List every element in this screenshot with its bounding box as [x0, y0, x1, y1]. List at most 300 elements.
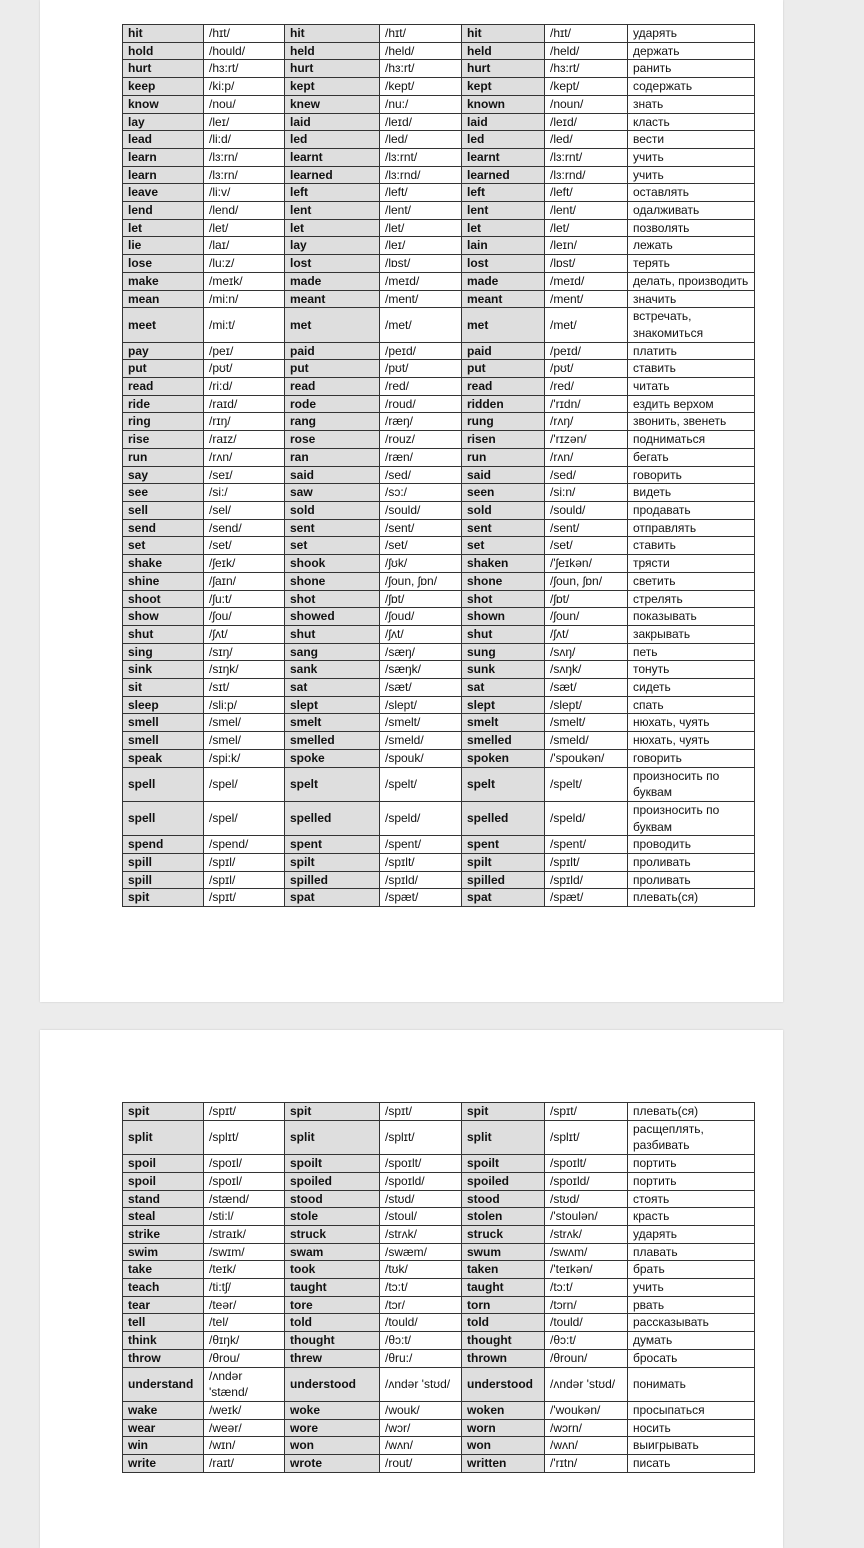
- past-transcription-cell: /spɪt/: [380, 1103, 462, 1121]
- past-participle-cell: taken: [462, 1261, 545, 1279]
- past-participle-cell: worn: [462, 1419, 545, 1437]
- past-transcription-cell: /spɪld/: [380, 871, 462, 889]
- past-simple-cell: shook: [285, 555, 380, 573]
- past-participle-cell: spelled: [462, 801, 545, 835]
- base-form-cell: let: [123, 219, 204, 237]
- past-transcription-cell: /splɪt/: [380, 1120, 462, 1154]
- verb-row: [123, 608, 755, 626]
- verb-row: [123, 661, 755, 679]
- base-form-cell: sit: [123, 679, 204, 697]
- translation-cell: одалживать: [628, 202, 755, 220]
- past-participle-cell: lent: [462, 202, 545, 220]
- base-form-cell: shine: [123, 572, 204, 590]
- participle-transcription-cell: /hɜ:rt/: [545, 60, 628, 78]
- past-transcription-cell: /rout/: [380, 1455, 462, 1473]
- verb-row: [123, 1332, 755, 1350]
- past-simple-cell: sank: [285, 661, 380, 679]
- verb-row: [123, 378, 755, 396]
- verb-row: [123, 78, 755, 96]
- verb-row: [123, 1208, 755, 1226]
- translation-cell: светить: [628, 572, 755, 590]
- past-simple-cell: sent: [285, 519, 380, 537]
- verb-row: [123, 696, 755, 714]
- base-transcription-cell: /lu:z/: [204, 255, 285, 273]
- past-simple-cell: lay: [285, 237, 380, 255]
- base-transcription-cell: /ti:tʃ/: [204, 1279, 285, 1297]
- base-transcription-cell: /swɪm/: [204, 1243, 285, 1261]
- verb-row: [123, 290, 755, 308]
- base-form-cell: shoot: [123, 590, 204, 608]
- participle-transcription-cell: /'woukən/: [545, 1401, 628, 1419]
- past-participle-cell: spelt: [462, 767, 545, 801]
- past-transcription-cell: /swæm/: [380, 1243, 462, 1261]
- base-form-cell: spoil: [123, 1155, 204, 1173]
- verb-row: [123, 1401, 755, 1419]
- translation-cell: расщеплять, разбивать: [628, 1120, 755, 1154]
- base-form-cell: know: [123, 95, 204, 113]
- base-form-cell: make: [123, 272, 204, 290]
- translation-cell: понимать: [628, 1367, 755, 1401]
- verb-row: [123, 836, 755, 854]
- past-transcription-cell: /ment/: [380, 290, 462, 308]
- translation-cell: брать: [628, 1261, 755, 1279]
- base-form-cell: sleep: [123, 696, 204, 714]
- past-participle-cell: shone: [462, 572, 545, 590]
- base-transcription-cell: /sɪŋ/: [204, 643, 285, 661]
- past-transcription-cell: /spouk/: [380, 749, 462, 767]
- participle-transcription-cell: /sʌŋ/: [545, 643, 628, 661]
- past-transcription-cell: /nu:/: [380, 95, 462, 113]
- translation-cell: произносить по буквам: [628, 801, 755, 835]
- base-form-cell: show: [123, 608, 204, 626]
- base-form-cell: understand: [123, 1367, 204, 1401]
- translation-cell: платить: [628, 342, 755, 360]
- past-participle-cell: spoiled: [462, 1172, 545, 1190]
- translation-cell: звонить, звенеть: [628, 413, 755, 431]
- past-participle-cell: split: [462, 1120, 545, 1154]
- past-participle-cell: shut: [462, 625, 545, 643]
- base-form-cell: smell: [123, 714, 204, 732]
- verb-row: [123, 643, 755, 661]
- document-page-1: [40, 0, 783, 1002]
- past-transcription-cell: /speld/: [380, 801, 462, 835]
- base-transcription-cell: /sɪŋk/: [204, 661, 285, 679]
- translation-cell: плевать(ся): [628, 1103, 755, 1121]
- translation-cell: петь: [628, 643, 755, 661]
- past-simple-cell: held: [285, 42, 380, 60]
- past-participle-cell: smelled: [462, 732, 545, 750]
- base-form-cell: wear: [123, 1419, 204, 1437]
- base-form-cell: leave: [123, 184, 204, 202]
- base-transcription-cell: /hɜ:rt/: [204, 60, 285, 78]
- past-transcription-cell: /stoul/: [380, 1208, 462, 1226]
- past-simple-cell: tore: [285, 1296, 380, 1314]
- translation-cell: учить: [628, 1279, 755, 1297]
- translation-cell: делать, производить: [628, 272, 755, 290]
- past-participle-cell: written: [462, 1455, 545, 1473]
- verb-row: [123, 484, 755, 502]
- past-transcription-cell: /tʊk/: [380, 1261, 462, 1279]
- base-form-cell: learn: [123, 148, 204, 166]
- participle-transcription-cell: /spɪld/: [545, 871, 628, 889]
- base-form-cell: write: [123, 1455, 204, 1473]
- verb-row: [123, 1455, 755, 1473]
- past-simple-cell: rode: [285, 395, 380, 413]
- past-simple-cell: shot: [285, 590, 380, 608]
- translation-cell: содержать: [628, 78, 755, 96]
- base-form-cell: read: [123, 378, 204, 396]
- past-transcription-cell: /ʃʊk/: [380, 555, 462, 573]
- past-simple-cell: spelled: [285, 801, 380, 835]
- base-transcription-cell: /teɪk/: [204, 1261, 285, 1279]
- verb-row: [123, 166, 755, 184]
- verb-row: [123, 360, 755, 378]
- translation-cell: ударять: [628, 25, 755, 43]
- base-transcription-cell: /spend/: [204, 836, 285, 854]
- participle-transcription-cell: /lɜ:rnt/: [545, 148, 628, 166]
- past-participle-cell: put: [462, 360, 545, 378]
- past-participle-cell: sunk: [462, 661, 545, 679]
- base-transcription-cell: /θrou/: [204, 1349, 285, 1367]
- base-form-cell: lay: [123, 113, 204, 131]
- base-form-cell: take: [123, 1261, 204, 1279]
- past-participle-cell: told: [462, 1314, 545, 1332]
- past-simple-cell: laid: [285, 113, 380, 131]
- participle-transcription-cell: /'stoulən/: [545, 1208, 628, 1226]
- translation-cell: портить: [628, 1172, 755, 1190]
- participle-transcription-cell: /wɔrn/: [545, 1419, 628, 1437]
- past-participle-cell: hit: [462, 25, 545, 43]
- past-transcription-cell: /smelt/: [380, 714, 462, 732]
- participle-transcription-cell: /led/: [545, 131, 628, 149]
- translation-cell: спать: [628, 696, 755, 714]
- verb-row: [123, 466, 755, 484]
- participle-transcription-cell: /θroun/: [545, 1349, 628, 1367]
- base-form-cell: swim: [123, 1243, 204, 1261]
- base-transcription-cell: /ʃu:t/: [204, 590, 285, 608]
- participle-transcription-cell: /rʌŋ/: [545, 413, 628, 431]
- past-simple-cell: sang: [285, 643, 380, 661]
- base-transcription-cell: /spɪt/: [204, 1103, 285, 1121]
- base-form-cell: speak: [123, 749, 204, 767]
- base-transcription-cell: /lɜ:rn/: [204, 166, 285, 184]
- participle-transcription-cell: /sæt/: [545, 679, 628, 697]
- base-transcription-cell: /raɪd/: [204, 395, 285, 413]
- participle-transcription-cell: /'teɪkən/: [545, 1261, 628, 1279]
- past-participle-cell: thrown: [462, 1349, 545, 1367]
- past-participle-cell: met: [462, 308, 545, 342]
- translation-cell: класть: [628, 113, 755, 131]
- participle-transcription-cell: /kept/: [545, 78, 628, 96]
- base-form-cell: keep: [123, 78, 204, 96]
- past-simple-cell: paid: [285, 342, 380, 360]
- translation-cell: ездить верхом: [628, 395, 755, 413]
- translation-cell: закрывать: [628, 625, 755, 643]
- past-transcription-cell: /spɪlt/: [380, 854, 462, 872]
- verb-row: [123, 272, 755, 290]
- base-transcription-cell: /splɪt/: [204, 1120, 285, 1154]
- verb-row: [123, 1155, 755, 1173]
- past-simple-cell: wore: [285, 1419, 380, 1437]
- past-participle-cell: taught: [462, 1279, 545, 1297]
- base-form-cell: spend: [123, 836, 204, 854]
- base-transcription-cell: /rʌn/: [204, 448, 285, 466]
- participle-transcription-cell: /spoɪlt/: [545, 1155, 628, 1173]
- verb-row: [123, 42, 755, 60]
- translation-cell: держать: [628, 42, 755, 60]
- past-transcription-cell: /kept/: [380, 78, 462, 96]
- base-form-cell: hit: [123, 25, 204, 43]
- past-transcription-cell: /wʌn/: [380, 1437, 462, 1455]
- past-simple-cell: struck: [285, 1225, 380, 1243]
- translation-cell: стрелять: [628, 590, 755, 608]
- past-participle-cell: slept: [462, 696, 545, 714]
- verb-row: [123, 889, 755, 907]
- past-participle-cell: spoilt: [462, 1155, 545, 1173]
- base-form-cell: sink: [123, 661, 204, 679]
- past-participle-cell: learned: [462, 166, 545, 184]
- past-transcription-cell: /wɔr/: [380, 1419, 462, 1437]
- base-transcription-cell: /sti:l/: [204, 1208, 285, 1226]
- past-simple-cell: spat: [285, 889, 380, 907]
- base-form-cell: sing: [123, 643, 204, 661]
- base-form-cell: hurt: [123, 60, 204, 78]
- participle-transcription-cell: /lɒst/: [545, 255, 628, 273]
- verb-row: [123, 501, 755, 519]
- participle-transcription-cell: /ʃʌt/: [545, 625, 628, 643]
- past-transcription-cell: /met/: [380, 308, 462, 342]
- translation-cell: плевать(ся): [628, 889, 755, 907]
- verb-row: [123, 854, 755, 872]
- translation-cell: думать: [628, 1332, 755, 1350]
- verb-row: [123, 95, 755, 113]
- base-transcription-cell: /ʃeɪk/: [204, 555, 285, 573]
- past-simple-cell: understood: [285, 1367, 380, 1401]
- participle-transcription-cell: /strʌk/: [545, 1225, 628, 1243]
- translation-cell: проводить: [628, 836, 755, 854]
- past-simple-cell: spilled: [285, 871, 380, 889]
- verb-row: [123, 25, 755, 43]
- base-form-cell: stand: [123, 1190, 204, 1208]
- base-form-cell: rise: [123, 431, 204, 449]
- verb-row: [123, 237, 755, 255]
- base-form-cell: lose: [123, 255, 204, 273]
- participle-transcription-cell: /speld/: [545, 801, 628, 835]
- verb-row: [123, 202, 755, 220]
- base-transcription-cell: /teər/: [204, 1296, 285, 1314]
- base-form-cell: ride: [123, 395, 204, 413]
- past-participle-cell: known: [462, 95, 545, 113]
- past-participle-cell: led: [462, 131, 545, 149]
- past-transcription-cell: /strʌk/: [380, 1225, 462, 1243]
- base-transcription-cell: /raɪz/: [204, 431, 285, 449]
- participle-transcription-cell: /tould/: [545, 1314, 628, 1332]
- past-simple-cell: shut: [285, 625, 380, 643]
- past-transcription-cell: /tould/: [380, 1314, 462, 1332]
- base-transcription-cell: /meɪk/: [204, 272, 285, 290]
- past-transcription-cell: /slept/: [380, 696, 462, 714]
- verb-row: [123, 1261, 755, 1279]
- past-transcription-cell: /sed/: [380, 466, 462, 484]
- past-simple-cell: spoiled: [285, 1172, 380, 1190]
- verbs-table-body: [123, 25, 755, 907]
- past-participle-cell: sold: [462, 501, 545, 519]
- verb-row: [123, 767, 755, 801]
- base-form-cell: lead: [123, 131, 204, 149]
- base-form-cell: lend: [123, 202, 204, 220]
- past-participle-cell: risen: [462, 431, 545, 449]
- verb-row: [123, 1437, 755, 1455]
- past-transcription-cell: /ʃɒt/: [380, 590, 462, 608]
- translation-cell: встречать, знакомиться: [628, 308, 755, 342]
- base-transcription-cell: /laɪ/: [204, 237, 285, 255]
- participle-transcription-cell: /smeld/: [545, 732, 628, 750]
- base-transcription-cell: /li:v/: [204, 184, 285, 202]
- past-participle-cell: shaken: [462, 555, 545, 573]
- translation-cell: трясти: [628, 555, 755, 573]
- translation-cell: проливать: [628, 871, 755, 889]
- past-simple-cell: spoke: [285, 749, 380, 767]
- verb-row: [123, 1279, 755, 1297]
- past-simple-cell: led: [285, 131, 380, 149]
- past-transcription-cell: /roud/: [380, 395, 462, 413]
- verb-row: [123, 148, 755, 166]
- base-form-cell: spit: [123, 1103, 204, 1121]
- past-participle-cell: shown: [462, 608, 545, 626]
- past-transcription-cell: /sæŋk/: [380, 661, 462, 679]
- past-transcription-cell: /left/: [380, 184, 462, 202]
- past-simple-cell: lent: [285, 202, 380, 220]
- verb-row: [123, 1296, 755, 1314]
- past-participle-cell: kept: [462, 78, 545, 96]
- base-transcription-cell: /weɪk/: [204, 1401, 285, 1419]
- past-transcription-cell: /peɪd/: [380, 342, 462, 360]
- past-participle-cell: said: [462, 466, 545, 484]
- participle-transcription-cell: /hɪt/: [545, 25, 628, 43]
- past-simple-cell: thought: [285, 1332, 380, 1350]
- past-participle-cell: struck: [462, 1225, 545, 1243]
- past-participle-cell: sung: [462, 643, 545, 661]
- past-simple-cell: meant: [285, 290, 380, 308]
- base-form-cell: throw: [123, 1349, 204, 1367]
- past-simple-cell: smelt: [285, 714, 380, 732]
- past-simple-cell: told: [285, 1314, 380, 1332]
- past-simple-cell: put: [285, 360, 380, 378]
- verb-row: [123, 625, 755, 643]
- participle-transcription-cell: /leɪd/: [545, 113, 628, 131]
- participle-transcription-cell: /spæt/: [545, 889, 628, 907]
- verb-row: [123, 131, 755, 149]
- past-simple-cell: let: [285, 219, 380, 237]
- translation-cell: нюхать, чуять: [628, 714, 755, 732]
- past-transcription-cell: /hɪt/: [380, 25, 462, 43]
- base-transcription-cell: /smel/: [204, 732, 285, 750]
- past-transcription-cell: /spæt/: [380, 889, 462, 907]
- base-form-cell: sell: [123, 501, 204, 519]
- verb-row: [123, 1314, 755, 1332]
- participle-transcription-cell: /set/: [545, 537, 628, 555]
- past-transcription-cell: /lɜ:rnd/: [380, 166, 462, 184]
- past-participle-cell: sent: [462, 519, 545, 537]
- verb-row: [123, 537, 755, 555]
- base-transcription-cell: /mi:t/: [204, 308, 285, 342]
- translation-cell: носить: [628, 1419, 755, 1437]
- past-simple-cell: left: [285, 184, 380, 202]
- past-participle-cell: left: [462, 184, 545, 202]
- translation-cell: плавать: [628, 1243, 755, 1261]
- base-transcription-cell: /ʃaɪn/: [204, 572, 285, 590]
- past-transcription-cell: /ræn/: [380, 448, 462, 466]
- past-transcription-cell: /θɔ:t/: [380, 1332, 462, 1350]
- base-form-cell: put: [123, 360, 204, 378]
- base-transcription-cell: /raɪt/: [204, 1455, 285, 1473]
- participle-transcription-cell: /spelt/: [545, 767, 628, 801]
- past-participle-cell: set: [462, 537, 545, 555]
- past-participle-cell: lost: [462, 255, 545, 273]
- past-participle-cell: spilled: [462, 871, 545, 889]
- translation-cell: учить: [628, 148, 755, 166]
- participle-transcription-cell: /spɪlt/: [545, 854, 628, 872]
- translation-cell: ставить: [628, 360, 755, 378]
- base-transcription-cell: /spi:k/: [204, 749, 285, 767]
- base-transcription-cell: /spɪl/: [204, 871, 285, 889]
- past-transcription-cell: /ræŋ/: [380, 413, 462, 431]
- participle-transcription-cell: /met/: [545, 308, 628, 342]
- base-transcription-cell: /stænd/: [204, 1190, 285, 1208]
- verb-row: [123, 714, 755, 732]
- participle-transcription-cell: /ʃoun/: [545, 608, 628, 626]
- base-transcription-cell: /lend/: [204, 202, 285, 220]
- past-participle-cell: seen: [462, 484, 545, 502]
- base-transcription-cell: /send/: [204, 519, 285, 537]
- past-simple-cell: taught: [285, 1279, 380, 1297]
- base-transcription-cell: /θɪŋk/: [204, 1332, 285, 1350]
- past-simple-cell: learned: [285, 166, 380, 184]
- participle-transcription-cell: /wʌn/: [545, 1437, 628, 1455]
- base-transcription-cell: /rɪŋ/: [204, 413, 285, 431]
- translation-cell: говорить: [628, 749, 755, 767]
- past-participle-cell: spent: [462, 836, 545, 854]
- past-transcription-cell: /stʊd/: [380, 1190, 462, 1208]
- base-form-cell: teach: [123, 1279, 204, 1297]
- verb-row: [123, 413, 755, 431]
- base-transcription-cell: /nou/: [204, 95, 285, 113]
- participle-transcription-cell: /sent/: [545, 519, 628, 537]
- base-transcription-cell: /ri:d/: [204, 378, 285, 396]
- translation-cell: говорить: [628, 466, 755, 484]
- past-simple-cell: stood: [285, 1190, 380, 1208]
- past-simple-cell: spent: [285, 836, 380, 854]
- past-transcription-cell: /sæŋ/: [380, 643, 462, 661]
- translation-cell: нюхать, чуять: [628, 732, 755, 750]
- past-simple-cell: saw: [285, 484, 380, 502]
- base-transcription-cell: /ʃou/: [204, 608, 285, 626]
- base-form-cell: split: [123, 1120, 204, 1154]
- past-transcription-cell: /lent/: [380, 202, 462, 220]
- past-simple-cell: spoilt: [285, 1155, 380, 1173]
- verb-row: [123, 590, 755, 608]
- base-form-cell: spoil: [123, 1172, 204, 1190]
- verb-row: [123, 60, 755, 78]
- verb-row: [123, 1172, 755, 1190]
- base-form-cell: see: [123, 484, 204, 502]
- past-transcription-cell: /spent/: [380, 836, 462, 854]
- past-participle-cell: spilt: [462, 854, 545, 872]
- participle-transcription-cell: /tɔ:t/: [545, 1279, 628, 1297]
- translation-cell: выигрывать: [628, 1437, 755, 1455]
- verb-row: [123, 679, 755, 697]
- past-simple-cell: spelt: [285, 767, 380, 801]
